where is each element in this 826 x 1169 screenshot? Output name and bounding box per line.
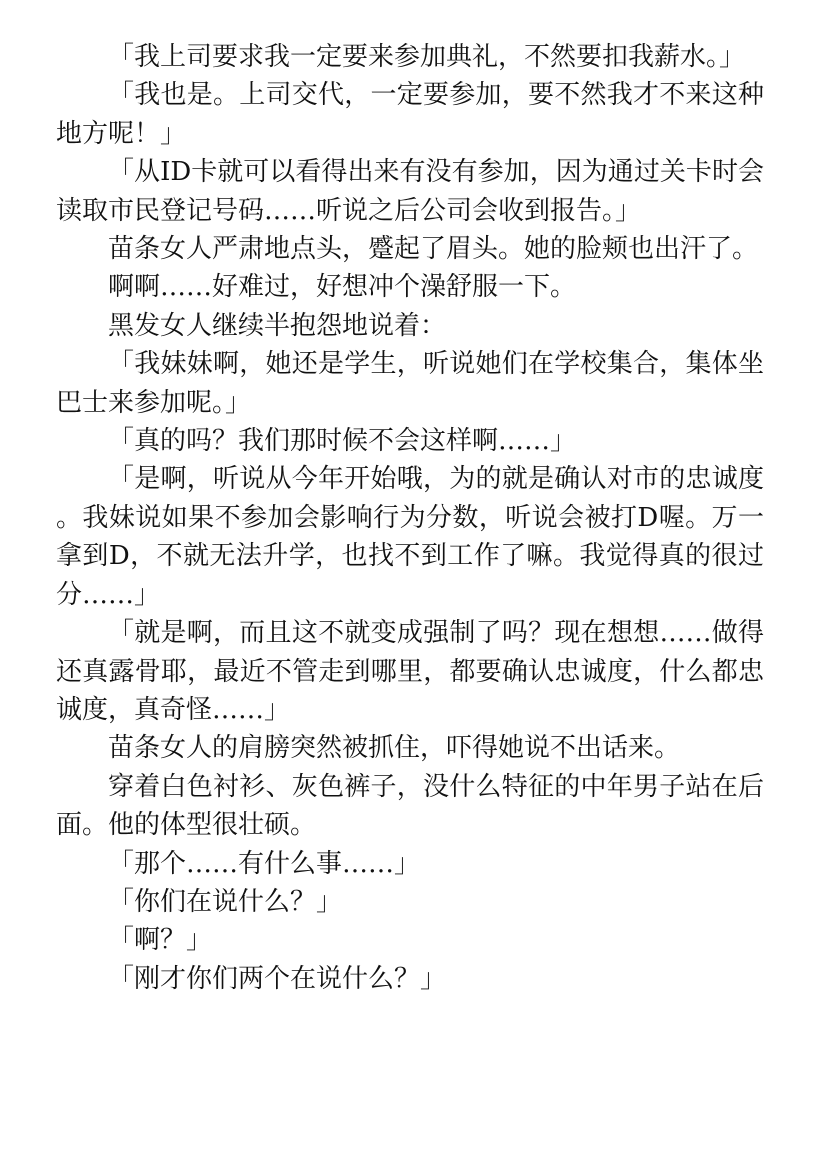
- paragraph-12: 穿着白色衬衫、灰色裤子，没什么特征的中年男子站在后面。他的体型很壮硕。: [56, 771, 764, 841]
- paragraph-07: 「我妹妹啊，她还是学生，听说她们在学校集合，集体坐巴士来参加呢。」: [56, 349, 764, 418]
- paragraph-09: 「是啊，听说从今年开始哦，为的就是确认对市的忠诚度。我妹说如果不参加会影响行为分数，听说会被打D喔。万一拿到D，不就无法升学，也找不到工作了嘛。我觉得真的很过分……」: [56, 464, 764, 610]
- paragraph-08: 「真的吗？我们那时候不会这样啊……」: [108, 426, 577, 457]
- paragraph-02: 「我也是。上司交代，一定要参加，要不然我才不来这种地方呢！」: [56, 80, 764, 149]
- paragraph-16: 「刚才你们两个在说什么？」: [108, 963, 447, 994]
- paragraph-14: 「你们在说什么？」: [108, 886, 343, 917]
- paragraph-10: 「就是啊，而且这不就变成强制了吗？现在想想……做得还真露骨耶，最近不管走到哪里，都要确认忠诚度，什么都忠诚度，真奇怪……」: [56, 618, 764, 725]
- paragraph-15: 「啊？」: [108, 925, 213, 956]
- paragraph-13: 「那个……有什么事……」: [108, 848, 421, 879]
- paragraph-05: 啊啊……好难过，好想冲个澡舒服一下。: [108, 272, 577, 303]
- paragraph-04: 苗条女人严肃地点头，蹙起了眉头。她的脸颊也出汗了。: [108, 234, 759, 265]
- document-body: [56, 38, 764, 998]
- paragraph-11: 苗条女人的肩膀突然被抓住，吓得她说不出话来。: [108, 733, 681, 764]
- paragraph-01: 「我上司要求我一定要来参加典礼，不然要扣我薪水。」: [108, 42, 746, 72]
- paragraph-03: 「从ID卡就可以看得出来有没有参加，因为通过关卡时会读取市民登记号码……听说之后公司会收到报告。」: [56, 157, 764, 226]
- paragraph-06: 黑发女人继续半抱怨地说着：: [108, 310, 447, 341]
